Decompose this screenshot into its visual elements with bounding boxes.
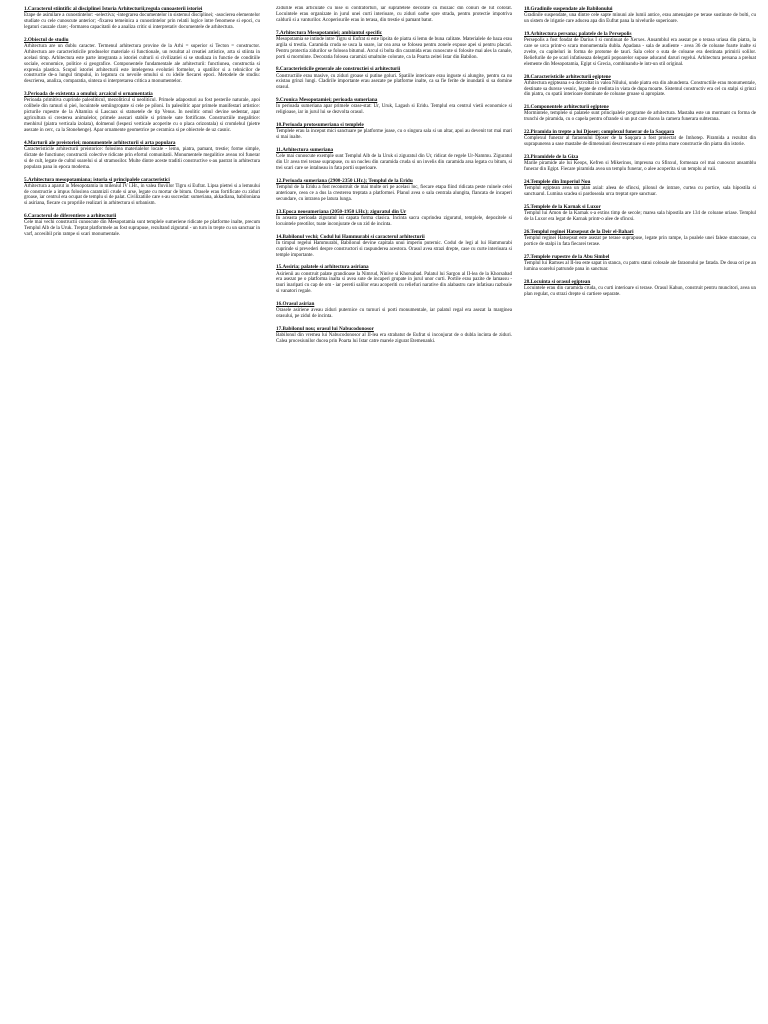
- section-body: Etape de asimilare a cunostintelor: -selectiva; -integrarea documentelor in sistemul disciplinei; -asocierea elementelor studiate cu cele cunoscute anterior; -fixarea temeinica a cunostintelor prin relatii logice intre fenomene si epoci, cu legaturi cauzale clare; -formarea capacitatii de a analiza critic si interpretativ documentele de arhitectura.: [24, 13, 260, 30]
- section-title: 15.Assiria; palatele si arhitectura asiriana: [276, 264, 369, 271]
- section: [276, 66, 512, 91]
- section-body: Mormintele, templele si palatele sunt principalele programe de arhitectura. Mastaba este un mormant cu forma de trunchi de piramida, cu o capela pentru ofrande si un put care ducea la camera funerara subterana.: [524, 111, 756, 123]
- section: [24, 177, 260, 208]
- section-body: Templul lui Amon de la Karnak s-a extins timp de secole; marea sala hipostila are 134 de coloane uriase. Templul de la Luxor era legat de Karnak printr-o alee de sfincsi.: [524, 211, 756, 222]
- section-body: Persepolis a fost fondat de Darius I si continuat de Xerxes. Ansamblul era asezat pe o terasa uriasa din piatra, la care se urca printr-o scara monumentala dubla. Apadana - sala de audiente - avea 36 de coloane foarte inalte si zvelte, cu capiteluri in forma de protome de tauri. Sala celor o suta de coloane era destinata primirii solilor. Reliefurile de pe scari infatiseaza delegatii popoarelor supuse aducand daruri regelui. Arhitectura persana a preluat elemente din Mesopotamia, Egipt si Grecia, combinandu-le intr-un stil original.: [524, 38, 756, 67]
- section: [524, 254, 756, 273]
- section: [524, 179, 756, 198]
- section-body: Arhitectura are un dublu caracter. Termenul arhitectura provine de la Arhi = superior si Tecton = constructor. Arhitectura are caracteristicile produselor materiale si functionale, un rezultat al creatiei artistice, arta si stiinta in acelasi timp. Arhitectura este parte integranta a istoriei culturii si civilizatiei si se studiaza in functie de conditiile sociale, economice, politice si geografice. Componentele fundamentale ale arhitecturii: functiunea, constructia si expresia plastica. Scopul istoriei arhitecturii este intelegerea evolutiei formelor, a spatiilor si a tehnicilor de constructie de-a lungul timpului, in legatura cu nevoile omului si cu ideile fiecarei epoci. Metodele de studiu: descrierea, analiza, comparatia, sinteza si interpretarea critica a monumentelor.: [24, 43, 260, 85]
- section-body: Templele erau la inceput mici sanctuare pe platforme joase, cu o singura sala si un altar, apoi au devenit tot mai mari si mai inalte.: [276, 129, 512, 141]
- section: [524, 204, 756, 223]
- section-body: Constructiile erau masive, cu ziduri groase si putine goluri. Spatiile interioare erau inguste si alungite, pentru ca nu existau grinzi lungi. Cladirile importante erau asezate pe platforme inalte, ca sa fie ferite de inundatii si sa domine orasul.: [276, 73, 512, 91]
- section-title: 17.Babilonul nou; orasul lui Nabucodonosor: [276, 326, 374, 333]
- section-title: 27.Templele rupestre de la Abu Simbel: [524, 253, 610, 260]
- section-title: 18.Gradinile suspendate ale Babilonului: [524, 6, 613, 12]
- text-column-1: [24, 6, 260, 1024]
- section: [276, 6, 512, 24]
- section-title: 8.Caracteristicile generale ale constructiei si arhitecturii: [276, 66, 401, 73]
- section: [524, 104, 756, 123]
- section: [276, 147, 512, 172]
- section: [24, 37, 260, 85]
- section: [276, 301, 512, 320]
- section-title: 21.Componentele arhitecturii egiptene: [524, 104, 609, 111]
- section-body: In aceasta perioada ziguratul isi capata forma clasica. Incinta sacra cuprindea ziguratul, templele, depozitele si locuintele preotilor, toate inconjurate de un zid de incinta.: [276, 215, 512, 227]
- section-body: Cele mai vechi constructii cunoscute din Mesopotamia sunt templele sumeriene ridicate pe platforme inalte, precum Templul Alb de la Uruk. Treptat platformele au fost suprapuse, rezultand ziguratul - un turn in trepte cu un sanctuar in varf, accesibil prin rampe si scari monumentale.: [24, 220, 260, 238]
- section-body: Marile piramide ale lui Keops, Kefren si Mikerinos, impreuna cu Sfinxul, formeaza cel mai cunoscut ansamblu funerar din Egipt. Fiecare piramida avea un templu funerar, o alee acoperita si un templu al vaii.: [524, 161, 756, 173]
- section: [24, 213, 260, 238]
- section-title: 5.Arhitectura mesopotamiana; istoria si principalele caracteristici: [24, 176, 170, 183]
- section: [276, 30, 512, 61]
- section-body: Templul egiptean avea un plan axial: aleea de sfincsi, pilonul de intrare, curtea cu portice, sala hipostila si sanctuarul. Lumina scadea si pardoseala urca treptat spre sanctuar.: [524, 186, 756, 198]
- section-title: 23.Piramidele de la Giza: [524, 154, 579, 161]
- section: [276, 264, 512, 295]
- section-title: 25.Templele de la Karnak si Luxor: [524, 203, 601, 210]
- section-body: Mesopotamia se intinde intre Tigru si Eufrat si este lipsita de piatra si lemn de buna calitate. Materialele de baza erau argila si trestia. Caramida cruda se usca la soare, iar cea arsa se folosea pentru zonele expuse apei si pentru placari. Pentru protectia zidurilor se folosea bitumul. Arcul si bolta din caramida erau cunoscute si folosite mai ales la canale, porti si morminte. Decoratia folosea caramizi smaltuite colorate, ca la Poarta zeitei Istar din Babilon.: [276, 36, 512, 60]
- section: [524, 129, 756, 148]
- section-body: Asirienii au construit palate grandioase la Nimrud, Ninive si Khorsabad. Palatul lui Sargon al II-lea de la Khorsabad era asezat pe o platforma inalta si avea sute de incaperi grupate in jurul unor curti. Portile erau pazite de lamassu - tauri inaripati cu cap de om - iar peretii salilor erau acoperiti cu reliefuri narative din alabastru care infatisau razboaie si vanatori regale.: [276, 271, 512, 295]
- section-body: Templul reginei Hatsepsut este asezat pe terase suprapuse, legate prin rampe, la poalele unei faleze stancoase, cu portice de stalpi in fata fiecarei terase.: [524, 235, 756, 247]
- section: [524, 154, 756, 173]
- section: [524, 279, 756, 298]
- section-body: Babilonul din vremea lui Nabucodonosor al II-lea era strabatut de Eufrat si inconjurat de o dubla incinta de ziduri. Calea procesiunilor ducea prin Poarta lui Istar catre marele zigurat Etemenanki.: [276, 333, 512, 345]
- section-title: 4.Marturii ale preistoriei; monumentele arhitecturii si arta populara: [24, 139, 176, 146]
- section-title: 3.Perioada de existenta a omului; arcaicul si ornamentatia: [24, 91, 153, 98]
- section-body: Perioada primitiva cuprinde paleoliticul, mezoliticul si neoliticul. Primele adaposturi au fost pesterile naturale, apoi colibele din ramuri si piei, locuintele semiingropate si cele pe piloni. In paleolitic apar primele manifestari artistice: picturile rupestre de la Altamira si Lascaux si statuetele de tip Venus. In neolitic omul devine sedentar, apar agricultura si cresterea animalelor, primele asezari stabile si primele sate fortificate. Constructiile megalitice: menhirul (piatra verticala izolata), dolmenul (lespezi verticale acoperite cu o placa orizontala) si cromlehul (pietre asezate in cerc, ca la Stonehenge). Apar ornamente geometrice pe ceramica si pe obiectele de uz casnic.: [24, 98, 260, 133]
- section: [276, 209, 512, 228]
- section-title: 28.Locuinta si orasul egiptean: [524, 278, 591, 285]
- section: [24, 140, 260, 171]
- section-title: 6.Caracterul de diferentiere a arhitecturii: [24, 213, 117, 220]
- section: [276, 326, 512, 345]
- section-title: 10.Perioada protosumeriana si templele: [276, 122, 364, 129]
- section-title: 7.Arhitectura Mesopotamiei; ambiantul specific: [276, 29, 383, 36]
- section-title: 12.Perioada sumeriana (2900-2350 i.Hr.); Templul de la Eridu: [276, 177, 413, 184]
- section-body: Zidurile erau articulate cu nise si contraforturi, iar suprafetele decorate cu mozaic din conuri de lut colorat. Locuintele erau organizate in jurul unei curti interioare, cu ziduri oarbe spre strada, pentru protectie impotriva caldurii si a vanturilor. Acoperisurile erau in terasa, din trestie si pamant batut.: [276, 6, 512, 23]
- section-body: Cele mai cunoscute exemple sunt Templul Alb de la Uruk si ziguratul din Ur, ridicat de regele Ur-Nammu. Ziguratul din Ur avea trei terase suprapuse, cu un nucleu din caramida cruda si un invelis din caramida arsa legata cu bitum, si trei scari care se intalneau in fata portii superioare.: [276, 154, 512, 171]
- section-body: Arhitectura egipteana s-a dezvoltat in valea Nilului, unde piatra era din abundenta. Constructiile erau monumentale, destinate sa dureze vesnic, legate de credinta in viata de dupa moarte. Sistemul constructiv era cel cu stalpi si grinzi din piatra, cu spatii interioare dominate de coloane groase si apropiate.: [524, 80, 756, 98]
- section-body: Orasele asiriene aveau ziduri puternice cu turnuri si porti monumentale, iar palatul regal era asezat la marginea orasului, pe zidul de incinta.: [276, 308, 512, 320]
- section-title: 16.Orasul asirian: [276, 301, 315, 308]
- section: [276, 178, 512, 203]
- section: [524, 6, 756, 25]
- section-body: Caracteristicile arhitecturii preistorice: folosirea materialelor locale - lemn, piatra, pamant, trestie; forme simple, dictate de functiune; constructii colective ridicate prin efortul comunitatii. Monumentele megalitice aveau rol funerar si de cult, legate de cultul soarelui si al stramosilor. Multe dintre aceste traditii constructive s-au pastrat in arhitectura populara pana in epoca moderna.: [24, 146, 260, 170]
- section-body: Templul lui Ramses al II-lea este sapat in stanca, cu patru statui colosale ale faraonului pe fatada. De doua ori pe an lumina soarelui patrunde pana in sanctuar.: [524, 260, 756, 272]
- section: [276, 122, 512, 141]
- section-body: Arhitectura a aparut in Mesopotamia in mileniul IV i.Hr., in valea fluviilor Tigru si Eufrat. Lipsa pietrei si a lemnului de constructie a impus folosirea caramizii crude si arse, legate cu mortar de bitum. Orasele erau fortificate cu ziduri groase, iar centrul era ocupat de templu si de palat. Civilizatiile care s-au succedat: sumeriana, akkadiana, babiloniana si asiriana, fiecare cu propriile realizari in arhitectura si urbanism.: [24, 183, 260, 207]
- section-title: 2.Obiectul de studiu: [24, 36, 69, 43]
- section: [24, 91, 260, 134]
- section: [524, 74, 756, 99]
- section-title: 1.Caracterul stiintific al disciplinei Istoria Arhitecturii;regula cunoasterii istoriei: [24, 6, 203, 12]
- section: [524, 31, 756, 68]
- section-title: 13.Epoca neosumeriana (2050-1950 i.Hr.); ziguratul din Ur: [276, 208, 407, 215]
- section-title: 19.Arhitectura persana; palatele de la Persepolis: [524, 30, 632, 37]
- section-body: Gradinile suspendate, una dintre cele sapte minuni ale lumii antice, erau amenajate pe terase sustinute de bolti, cu un sistem de irigatie care aducea apa din Eufrat pana la nivelurile superioare.: [524, 13, 756, 24]
- section-body: Locuintele erau din caramida cruda, cu curti interioare si terase. Orasul Kahun, construit pentru muncitori, avea un plan regulat, cu strazi drepte si cartiere separate.: [524, 285, 756, 297]
- text-column-2: [276, 6, 512, 1024]
- section: [276, 97, 512, 116]
- section-body: In timpul regelui Hammurabi, Babilonul devine capitala unui imperiu puternic. Codul de legi al lui Hammurabi cuprinde si prevederi despre constructori si raspunderea acestora. Orasul avea strazi drepte, case cu curte interioara si temple importante.: [276, 240, 512, 258]
- section-title: 20.Caracteristicile arhitecturii egiptene: [524, 73, 611, 80]
- section-title: 14.Babilonul vechi; Codul lui Hammurabi si caracterul arhitecturii: [276, 233, 425, 240]
- section-title: 24.Templele din Imperiul Nou: [524, 179, 591, 186]
- section-title: 22.Piramida in trepte a lui Djoser; complexul funerar de la Saqqara: [524, 129, 675, 136]
- section-title: 11.Arhitectura sumeriana: [276, 147, 334, 154]
- section-title: 9.Cronica Mesopotamiei; perioada sumeriana: [276, 97, 378, 104]
- section: [524, 229, 756, 248]
- section: [276, 234, 512, 259]
- section-body: Templul de la Eridu a fost reconstruit de mai multe ori pe acelasi loc, fiecare etapa fiind ridicata peste ruinele celei anterioare, ceea ce a dus la cresterea treptata a platformei. Planul avea o sala centrala alungita, flancata de incaperi secundare, cu intrarea pe latura lunga.: [276, 184, 512, 202]
- text-column-3: [524, 6, 756, 1024]
- section-body: In perioada sumeriana apar primele orase-stat: Ur, Uruk, Lagash si Eridu. Templul era centrul vietii economice si religioase, iar in jurul lui se dezvolta orasul.: [276, 104, 512, 116]
- section-title: 26.Templul reginei Hatsepsut de la Deir el-Bahari: [524, 228, 634, 235]
- section-body: Complexul funerar al faraonului Djoser de la Saqqara a fost proiectat de Imhotep. Piramida a rezultat din suprapunerea a sase mastabe de dimensiuni descrescatoare si este prima mare constructie din piatra din istorie.: [524, 136, 756, 148]
- section: [24, 6, 260, 31]
